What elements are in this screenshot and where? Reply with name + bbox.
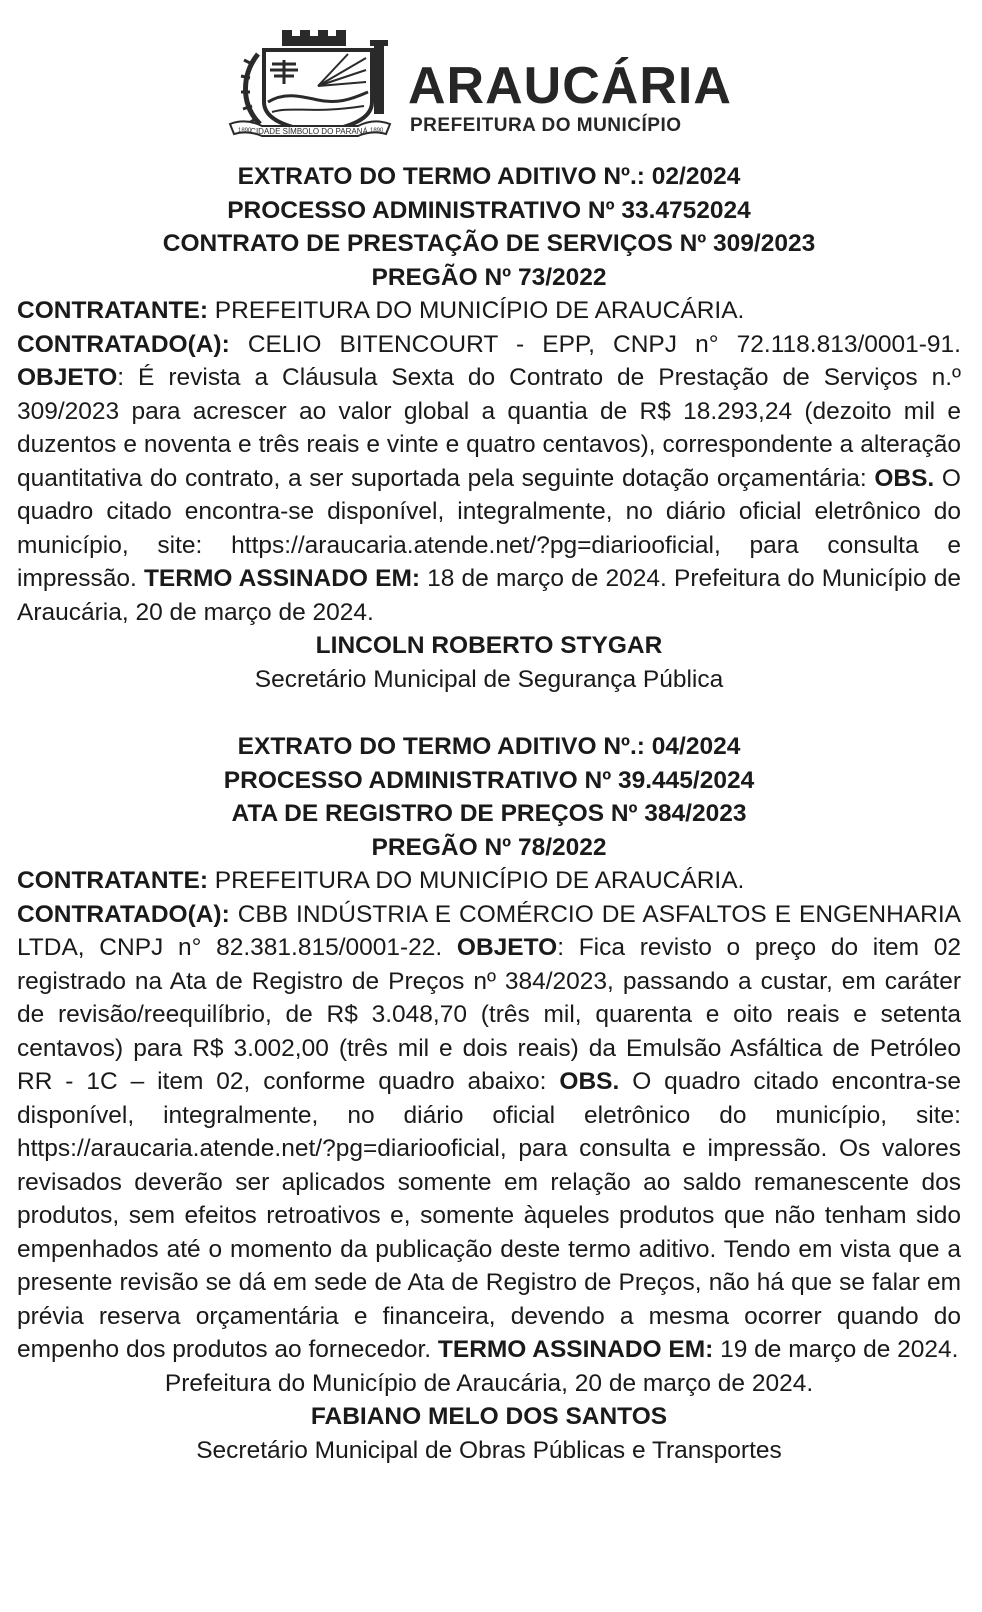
- extract-1: [17, 160, 961, 696]
- extract1-pregao: PREGÃO Nº 73/2022: [371, 263, 607, 291]
- header: [224, 24, 764, 142]
- contratado-label: CONTRATADO(A):: [17, 900, 230, 928]
- contratado-value: CELIO BITENCOURT - EPP, CNPJ n° 72.118.813/0001-91.: [229, 330, 961, 358]
- extract2-pregao: PREGÃO Nº 78/2022: [371, 833, 607, 861]
- extract2-signer-role: Secretário Municipal de Obras Públicas e Transportes: [196, 1436, 782, 1464]
- extract1-contract: CONTRATO DE PRESTAÇÃO DE SERVIÇOS Nº 309/2023: [162, 230, 816, 257]
- obs-label: OBS.: [559, 1068, 620, 1095]
- extract1-contratante: [17, 294, 961, 328]
- extract2-paragraph: [17, 898, 961, 1367]
- brand-name: ARAUCÁRIA: [408, 57, 732, 115]
- extract2-contratante: [17, 864, 961, 898]
- extract2-process: PROCESSO ADMINISTRATIVO Nº 39.445/2024: [223, 766, 755, 794]
- coat-of-arms-icon: [224, 24, 394, 142]
- extract1-process: PROCESSO ADMINISTRATIVO Nº 33.4752024: [227, 196, 751, 224]
- obs-value: O quadro citado encontra-se disponível, integralmente, no diário oficial eletrônico do município, site: https://araucaria.atende.net/?pg=diariooficial, para consulta e impressão.: [17, 464, 961, 592]
- contratado-label: CONTRATADO(A):: [17, 330, 230, 358]
- termo-label: TERMO ASSINADO EM:: [437, 1336, 714, 1363]
- contratante-label: CONTRATANTE:: [17, 297, 208, 324]
- section-spacer: [17, 696, 961, 730]
- extract2-closing: Prefeitura do Município de Araucária, 20 de março de 2024.: [164, 1369, 814, 1397]
- document-body: [17, 160, 961, 1467]
- extract-2: [17, 730, 961, 1467]
- contratante-value: PREFEITURA DO MUNICÍPIO DE ARAUCÁRIA.: [207, 297, 745, 324]
- contratado-value: CBB INDÚSTRIA E COMÉRCIO DE ASFALTOS E ENGENHARIA LTDA, CNPJ n° 82.381.815/0001-22.: [17, 900, 961, 961]
- crest-year-right: 1890: [370, 128, 384, 134]
- termo-value: 18 de março de 2024. Prefeitura do Município de Araucária, 20 de março de 2024.: [17, 565, 961, 626]
- objeto-label: OBJETO: [17, 364, 118, 391]
- objeto-value: : É revista a Cláusula Sexta do Contrato de Prestação de Serviços n.º 309/2023 para acrescer ao valor global a quantia de R$ 18.293,24 (dezoito mil e duzentos e noventa e três reais e vinte e quatro centavos), correspondente a alteração quantitativa do contrato, a ser suportada pela seguinte dotação orçamentária:: [17, 364, 961, 492]
- objeto-value: : Fica revisto o preço do item 02 registrado na Ata de Registro de Preços nº 384/2023, passando a custar, em caráter de revisão/reequilíbrio, de R$ 3.048,70 (três mil, quarenta e oito reais e setenta centavos) para R$ 3.002,00 (três mil e dois reais) da Emulsão Asfáltica de Petróleo RR - 1C – item 02, conforme quadro abaixo:: [17, 934, 961, 1095]
- contratante-label: CONTRATANTE:: [17, 867, 208, 894]
- brand-subtitle: PREFEITURA DO MUNICÍPIO: [410, 115, 682, 136]
- termo-label: TERMO ASSINADO EM:: [143, 565, 421, 592]
- crest-year-left: 1890: [238, 128, 252, 134]
- termo-value: 19 de março de 2024.: [713, 1336, 959, 1363]
- obs-label: OBS.: [874, 464, 935, 492]
- objeto-label: OBJETO: [456, 934, 558, 961]
- extract1-signer-role: Secretário Municipal de Segurança Pública: [254, 665, 724, 693]
- extract1-signer-name: LINCOLN ROBERTO STYGAR: [315, 632, 663, 659]
- extract2-title: EXTRATO DO TERMO ADITIVO Nº.: 04/2024: [237, 733, 741, 760]
- extract1-title: EXTRATO DO TERMO ADITIVO Nº.: 02/2024: [237, 163, 741, 190]
- extract1-paragraph: [17, 328, 961, 630]
- extract2-ata: ATA DE REGISTRO DE PREÇOS Nº 384/2023: [231, 800, 747, 827]
- extract2-signer-name: FABIANO MELO DOS SANTOS: [310, 1403, 668, 1430]
- crest-ribbon-text: CIDADE SÍMBOLO DO PARANÁ: [250, 127, 368, 136]
- contratante-value: PREFEITURA DO MUNICÍPIO DE ARAUCÁRIA.: [207, 867, 745, 894]
- obs-value: O quadro citado encontra-se disponível, integralmente, no diário oficial eletrônico do município, site: https://araucaria.atende.net/?pg=diariooficial, para consulta e impressão. Os valores revisados deverão ser aplicados somente em relação ao saldo remanescente dos produtos, sem efeitos retroativos e, somente àqueles produtos que não tenham sido empenhados até o momento da publicação deste termo aditivo. Tendo em vista que a presente revisão se dá em sede de Ata de Registro de Preços, não há que se falar em prévia reserva orçamentária e financeira, devendo a mesma ocorrer quando do empenho dos produtos ao fornecedor.: [17, 1068, 962, 1363]
